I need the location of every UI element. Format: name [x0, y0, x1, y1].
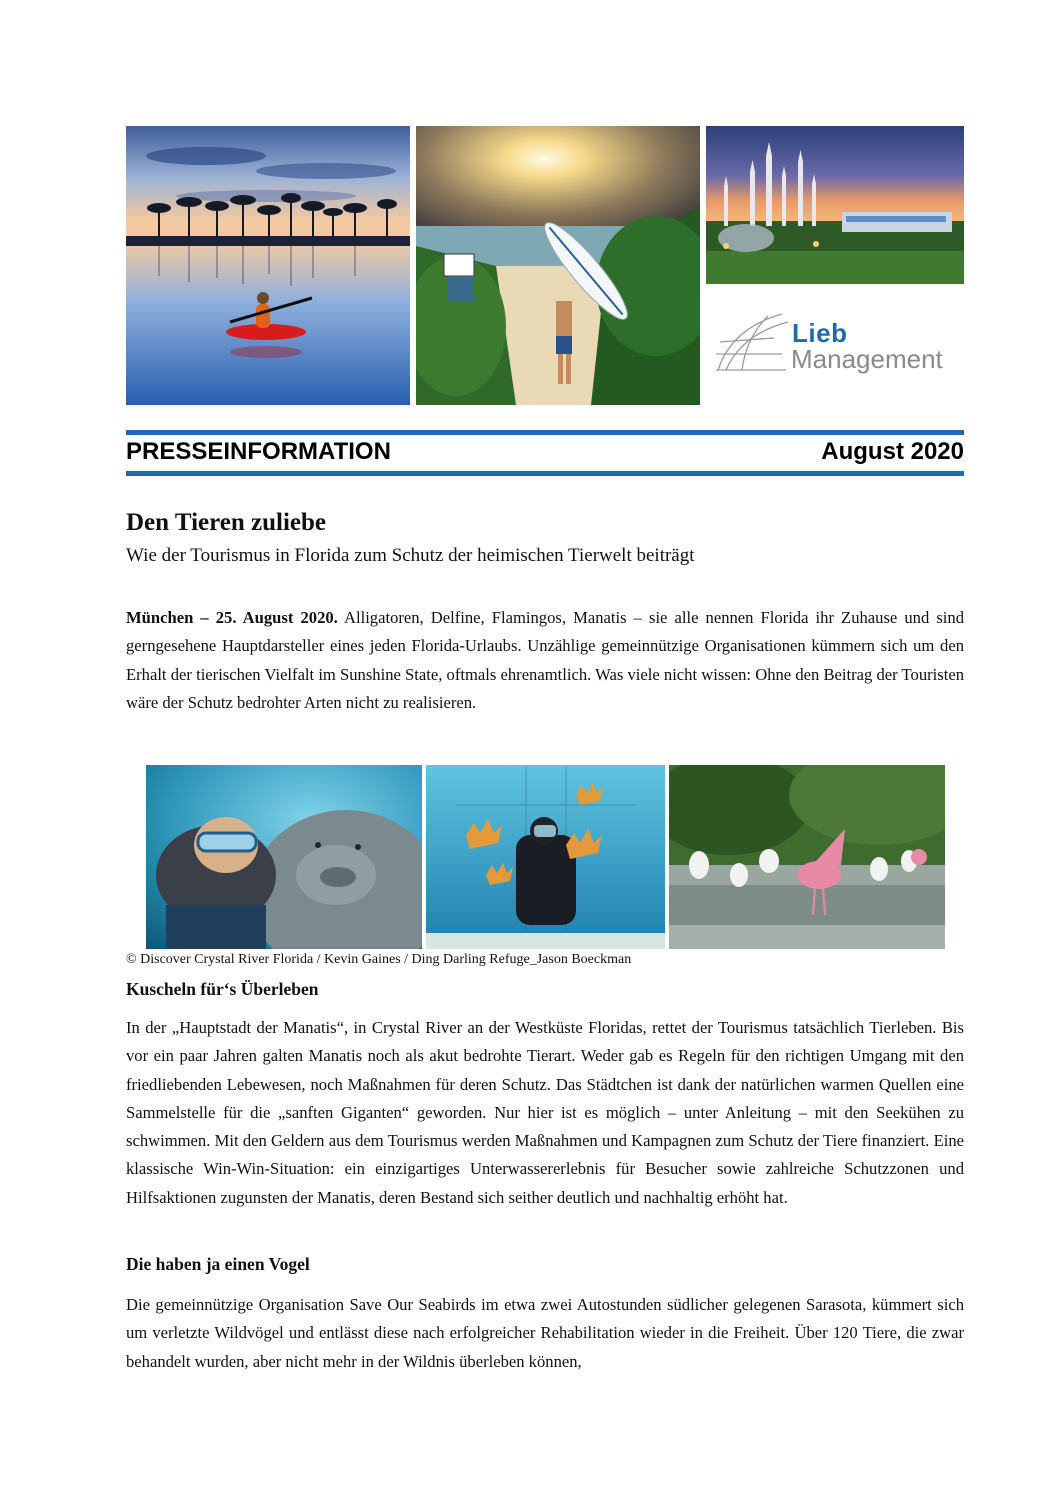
- press-label: PRESSEINFORMATION: [126, 438, 391, 465]
- article-title: Den Tieren zuliebe: [126, 509, 326, 536]
- globe-grid-icon: [712, 308, 792, 378]
- section-heading-manatee: Kuscheln für‘s Überleben: [126, 979, 319, 999]
- logo-text-management: Management: [791, 344, 943, 374]
- photo-credit: © Discover Crystal River Florida / Kevin Gaines / Ding Darling Refuge_Jason Boeckman: [126, 952, 632, 967]
- dateline: München – 25. August 2020.: [126, 608, 338, 627]
- kennedy-space-center-rockets-photo: [706, 126, 964, 284]
- surfer-beach-path-photo: [416, 126, 700, 405]
- header-rule-bottom: [126, 471, 964, 476]
- manatee-snorkeler-photo: [146, 765, 422, 949]
- section-heading-birds: Die haben ja einen Vogel: [126, 1254, 310, 1274]
- header-rule-top: [126, 430, 964, 435]
- coral-restoration-diver-photo: [426, 765, 665, 949]
- intro-paragraph: [126, 604, 964, 717]
- press-date: August 2020: [821, 438, 964, 465]
- roseate-spoonbills-photo: [669, 765, 945, 949]
- section-body-birds: Die gemeinnützige Organisation Save Our Seabirds im etwa zwei Autostunden südlicher gelegenen Sarasota, kümmert sich um verletzte Wildvögel und entlässt diese nach erfolgreicher Rehabilitation wieder in die Freiheit. Über 120 Tiere, die zwar behandelt wurden, aber nicht mehr in der Wildnis überleben können,: [126, 1295, 964, 1371]
- article-subtitle: Wie der Tourismus in Florida zum Schutz der heimischen Tierwelt beiträgt: [126, 545, 695, 566]
- kayak-sunset-palms-photo: [126, 126, 410, 405]
- section-body-manatee: In der „Hauptstadt der Manatis“, in Crystal River an der Westküste Floridas, rettet der Tourismus tatsächlich Tierleben. Bis vor ein paar Jahren galten Manatis noch als akut bedrohte Tierart. Weder gab es Regeln für den richtigen Umgang mit den friedliebenden Lebewesen, noch Maßnahmen für deren Schutz. Das Städtchen ist dank der natürlichen warmen Quellen eine Sammelstelle für die „sanften Giganten“ geworden. Nur hier ist es möglich – unter Anleitung – mit den Seekühen zu schwimmen. Mit den Geldern aus dem Tourismus werden Maßnahmen und Kampagnen zum Schutz der Tiere finanziert. Eine klassische Win-Win-Situation: ein einzigartiges Unterwassererlebnis für Besucher sowie zahlreiche Schutzzonen und Hilfsaktionen zugunsten der Manatis, deren Bestand sich seither deutlich und nachhaltig erhöht hat.: [126, 1018, 964, 1207]
- lieb-management-logo: [712, 308, 962, 388]
- logo-text-lieb: Lieb: [792, 318, 848, 348]
- intro-text: Alligatoren, Delfine, Flamingos, Manatis – sie alle nennen Florida ihr Zuhause und sind gerngesehene Hauptdarsteller eines jeden Florida-Urlaubs. Unzählige gemeinnützige Organisationen kümmern sich um den Erhalt der tierischen Vielfalt im Sunshine State, oftmals ehrenamtlich. Was viele nicht wissen: Ohne den Beitrag der Touristen wäre der Schutz bedrohter Arten nicht zu realisieren.: [126, 608, 964, 712]
